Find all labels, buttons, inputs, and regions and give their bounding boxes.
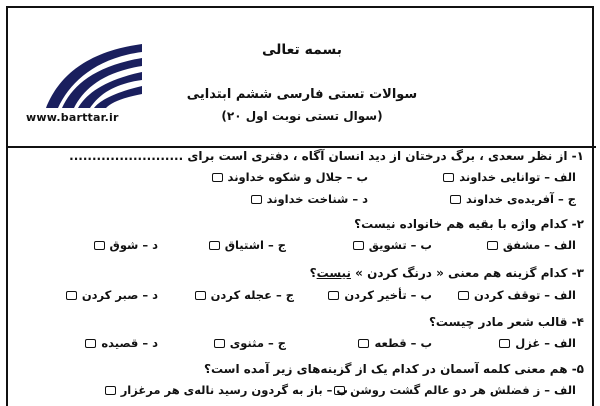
checkbox-icon[interactable]: [94, 241, 105, 250]
q3-option-d[interactable]: [66, 288, 158, 302]
option-label: الف – ز فضلش هر دو عالم گشت روشن: [350, 383, 576, 397]
q2-option-a[interactable]: [487, 238, 576, 252]
q4-option-c[interactable]: [214, 336, 286, 350]
q3-option-a[interactable]: [458, 288, 576, 302]
exam-title: سوالات تستی فارسی ششم ابتدایی: [186, 87, 418, 102]
option-label: ج – اشتیاق: [224, 238, 286, 252]
checkbox-icon[interactable]: [195, 291, 206, 300]
barttar-logo-icon: [24, 38, 144, 110]
q1-option-a[interactable]: [443, 170, 576, 184]
q2-option-c[interactable]: [209, 238, 286, 252]
checkbox-icon[interactable]: [251, 195, 262, 204]
question-3: [310, 266, 584, 280]
q1-option-d[interactable]: [251, 192, 368, 206]
option-label: ج – عجله کردن: [210, 288, 294, 302]
checkbox-icon[interactable]: [212, 173, 223, 182]
option-label: ج – مثنوی: [229, 336, 286, 350]
option-label: ب – باز به گردون رسید ناله‌ی هر مرغزار: [120, 383, 348, 397]
q5-option-a[interactable]: [334, 383, 576, 397]
option-label: الف – توقف کردن: [473, 288, 576, 302]
option-label: ب – جلال و شکوه خداوند: [227, 170, 368, 184]
checkbox-icon[interactable]: [85, 339, 96, 348]
option-label: ج – آفریده‌ی خداوند: [466, 192, 576, 206]
site-url: www.barttar.ir: [26, 111, 119, 124]
question-3-text: ۳- کدام گزینه هم معنی « درنگ کردن »: [355, 266, 584, 280]
q4-option-b[interactable]: [358, 336, 432, 350]
checkbox-icon[interactable]: [499, 339, 510, 348]
question-4: ۴- قالب شعر مادر چیست؟: [428, 315, 584, 329]
question-3-mark: ؟: [309, 266, 317, 280]
option-label: الف – توانایی خداوند: [459, 170, 576, 184]
checkbox-icon[interactable]: [487, 241, 498, 250]
option-label: د – شناخت خداوند: [266, 192, 368, 206]
option-label: الف – مشفق: [502, 238, 576, 252]
option-label: ب – قطعه: [374, 336, 432, 350]
checkbox-icon[interactable]: [353, 241, 364, 250]
exam-subtitle: (۲۰ سوال تستی نوبت اول): [221, 109, 383, 123]
checkbox-icon[interactable]: [214, 339, 225, 348]
q2-option-d[interactable]: [94, 238, 158, 252]
question-5: ۵- هم معنی کلمه آسمان در کدام یک از گزینه‌های زیر آمده است؟: [204, 362, 584, 376]
checkbox-icon[interactable]: [358, 339, 369, 348]
q2-option-b[interactable]: [353, 238, 432, 252]
q4-option-a[interactable]: [499, 336, 576, 350]
page-title: بسمه تعالی: [261, 42, 343, 58]
question-1: ۱- از نظر سعدی ، برگ درختان از دید انسان آگاه ، دفتری است برای .........................: [69, 149, 584, 163]
question-2: ۲- کدام واژه با بقیه هم خانواده نیست؟: [354, 217, 584, 231]
checkbox-icon[interactable]: [450, 195, 461, 204]
option-label: د – قصیده: [101, 336, 158, 350]
header: [8, 8, 596, 148]
checkbox-icon[interactable]: [328, 291, 339, 300]
checkbox-icon[interactable]: [458, 291, 469, 300]
checkbox-icon[interactable]: [443, 173, 454, 182]
checkbox-icon[interactable]: [105, 386, 116, 395]
q1-option-b[interactable]: [212, 170, 368, 184]
q5-option-b[interactable]: [105, 383, 348, 397]
q3-option-c[interactable]: [195, 288, 294, 302]
option-label: ب – تأخیر کردن: [344, 288, 432, 302]
option-label: د – صبر کردن: [81, 288, 158, 302]
question-3-emphasis: نیست: [316, 266, 351, 280]
q1-option-c[interactable]: [450, 192, 576, 206]
option-label: الف – غزل: [515, 336, 576, 350]
q3-option-b[interactable]: [328, 288, 432, 302]
checkbox-icon[interactable]: [209, 241, 220, 250]
option-label: د – شوق: [109, 238, 158, 252]
option-label: ب – تشویق: [368, 238, 432, 252]
checkbox-icon[interactable]: [66, 291, 77, 300]
q4-option-d[interactable]: [85, 336, 158, 350]
